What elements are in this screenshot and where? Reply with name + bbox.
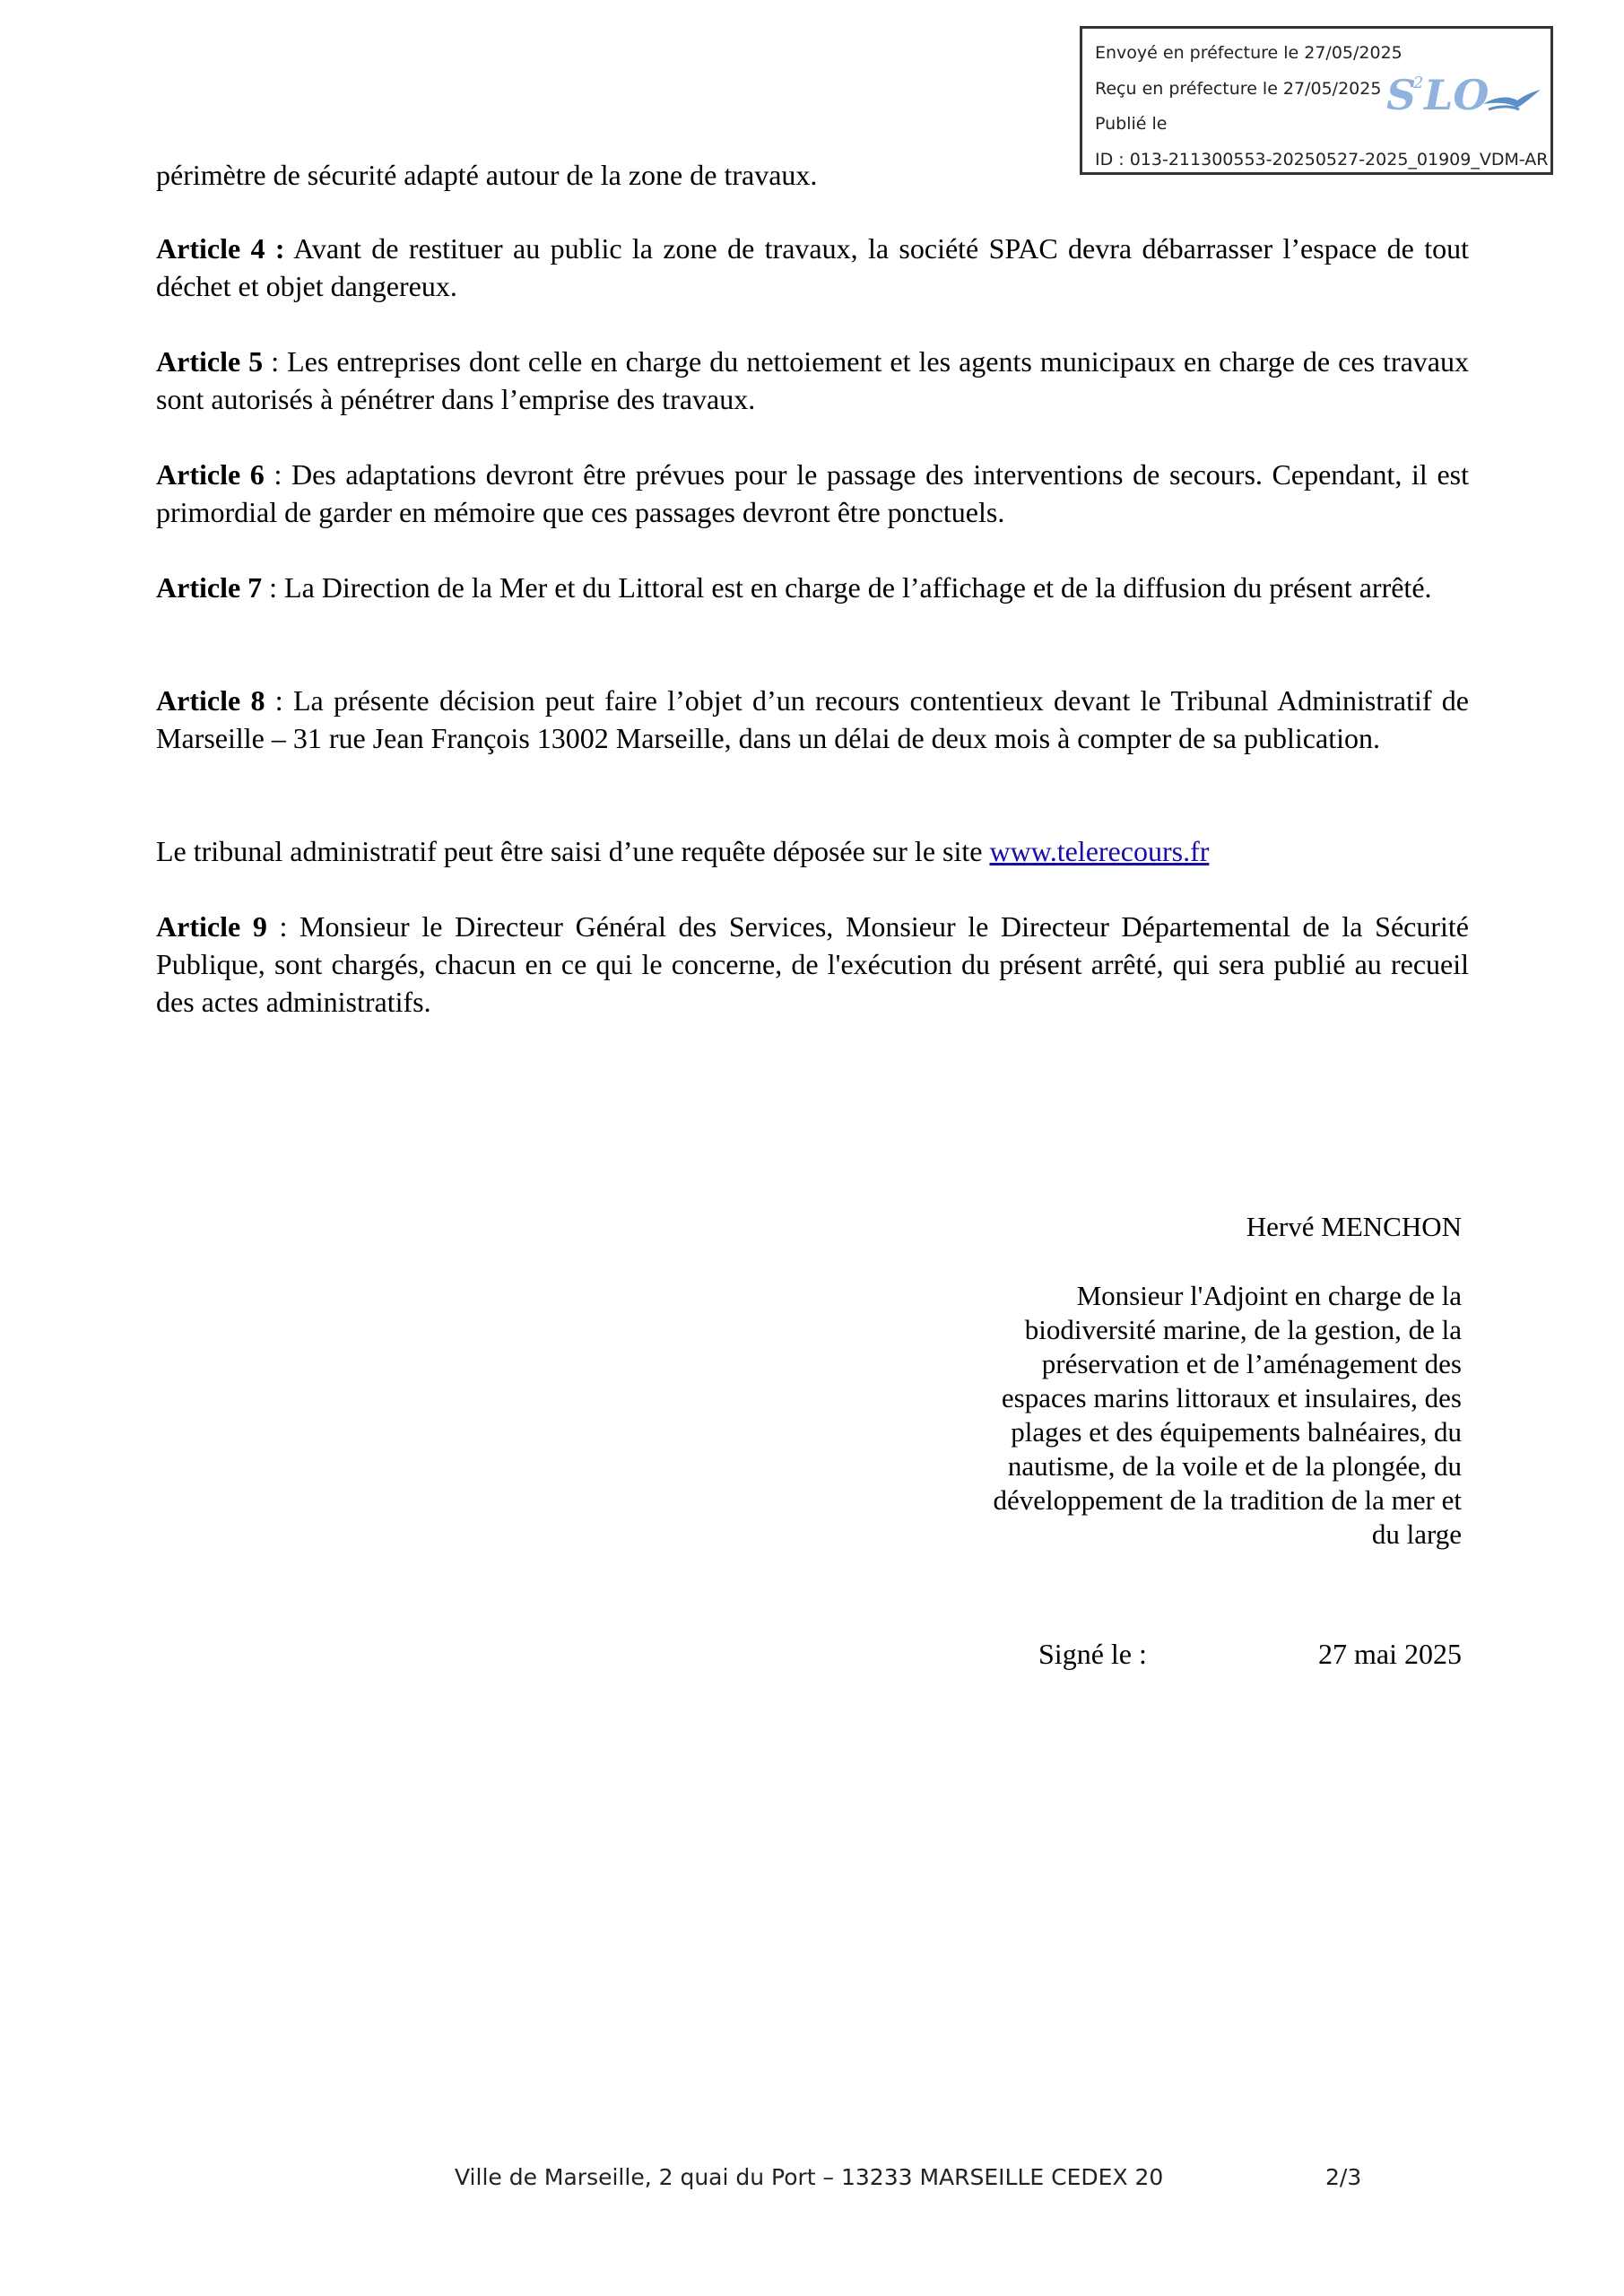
telerecours-link[interactable]: www.telerecours.fr [989,835,1210,867]
signed-date: 27 mai 2025 [1318,1638,1462,1670]
s2lo-logo-icon [1383,65,1544,127]
article-6-text: : Des adaptations devront être prévues pour le passage des interventions de secours. Cependant, il est primordial de garder en mémoire que ces passages devront être ponctuels. [156,458,1469,528]
article-9-text: : Monsieur le Directeur Général des Services, Monsieur le Directeur Départemental de la Sécurité Publique, sont chargés, chacun en ce qui le concerne, de l'exécution du présent arrêté, qui sera publié au recueil des actes administratifs. [156,910,1470,1018]
prefecture-stamp [1080,26,1553,175]
stamp-sent: Envoyé en préfecture le 27/05/2025 [1095,43,1403,63]
signatory-role: Monsieur l'Adjoint en charge de la biodiversité marine, de la gestion, de la préservation et de l’aménagement des espaces marins littoraux et insulaires, des plages et des équipements balnéaires, du nautisme, de la voile et de la plongée, du développement de la tradition de la mer et du large [993,1280,1462,1550]
svg-text:S: S [1386,71,1417,119]
article-5 [156,343,1469,418]
article-7-text: : La Direction de la Mer et du Littoral est en charge de l’affichage et de la diffusion du présent arrêté. [262,571,1432,604]
article-9 [156,908,1469,1021]
stamp-published: Publié le [1095,114,1168,134]
footer-address: Ville de Marseille, 2 quai du Port – 13233 MARSEILLE CEDEX 20 [455,2164,1164,2190]
article-7 [156,569,1469,606]
tribunal-paragraph [156,832,1469,870]
tribunal-text: Le tribunal administratif peut être saisi d’une requête déposée sur le site [156,835,990,867]
paragraph-continuation: périmètre de sécurité adapté autour de la zone de travaux. [156,159,818,191]
article-5-text: : Les entreprises dont celle en charge du nettoiement et les agents municipaux en charge de ces travaux sont autorisés à pénétrer dans l’emprise des travaux. [156,345,1470,415]
signed-label: Signé le : [1038,1638,1147,1670]
article-4-text: Avant de restituer au public la zone de travaux, la société SPAC devra débarrasser l’espace de tout déchet et objet dangereux. [156,232,1470,302]
svg-text:LO: LO [1424,71,1489,119]
article-8-label: Article 8 [156,684,265,717]
article-6-label: Article 6 [156,458,265,491]
article-4-label: Article 4 : [156,232,285,265]
page-number: 2/3 [1325,2164,1362,2190]
article-9-label: Article 9 [156,910,267,943]
article-7-label: Article 7 [156,571,263,604]
article-5-label: Article 5 [156,345,264,378]
article-6 [156,456,1469,531]
article-8-text: : La présente décision peut faire l’objet d’un recours contentieux devant le Tribunal Administratif de Marseille – 31 rue Jean François 13002 Marseille, dans un délai de deux mois à compter de sa publication. [156,684,1470,754]
article-8 [156,682,1469,757]
article-4 [156,230,1469,305]
signatory-name: Hervé MENCHON [1246,1211,1462,1242]
svg-text:2: 2 [1413,74,1424,92]
stamp-id: ID : 013-211300553-20250527-2025_01909_VDM-AR [1095,150,1549,170]
stamp-received: Reçu en préfecture le 27/05/2025 [1095,79,1382,99]
